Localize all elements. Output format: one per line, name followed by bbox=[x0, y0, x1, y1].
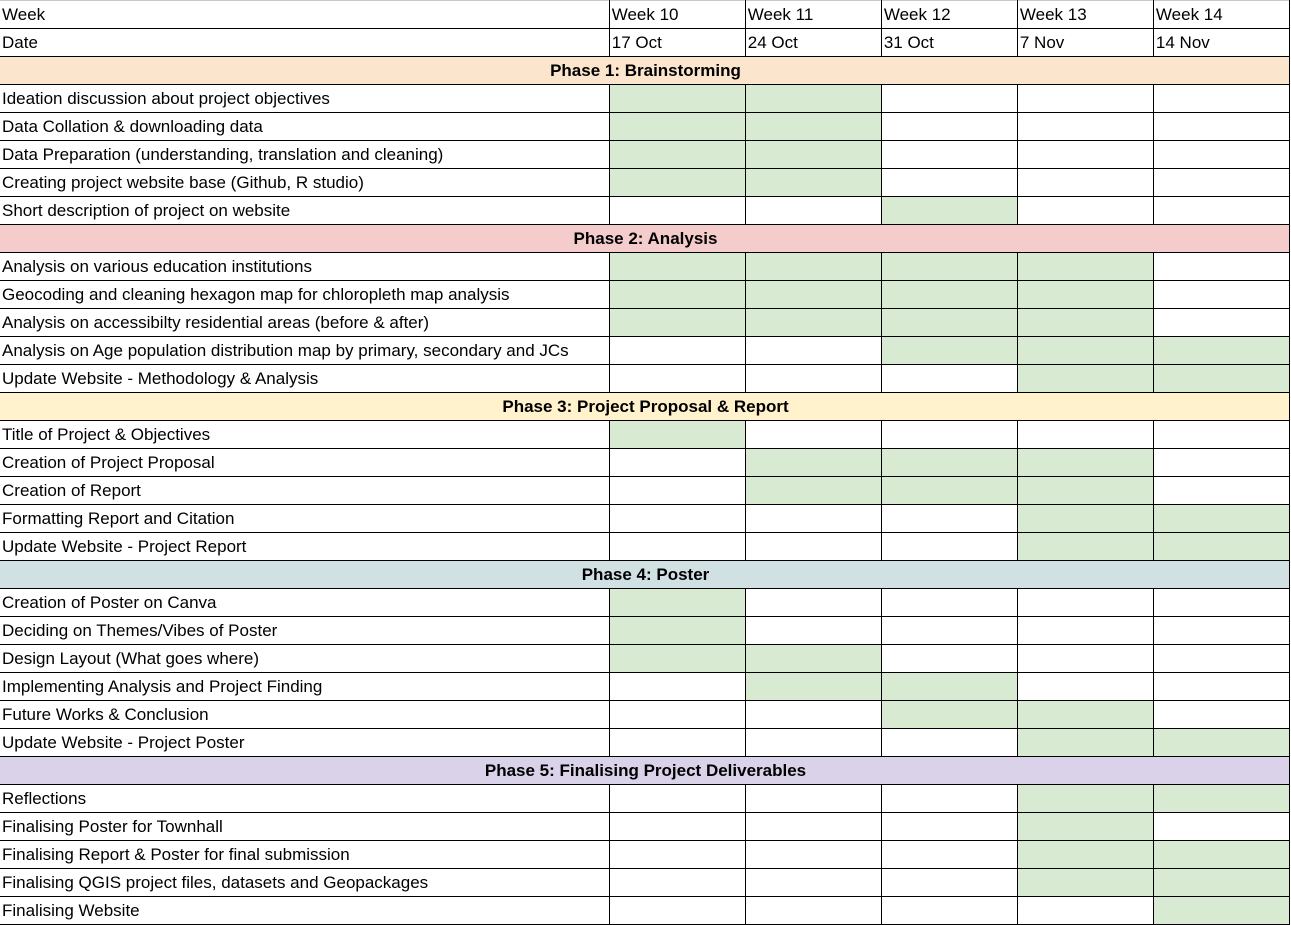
task-label[interactable]: Reflections bbox=[0, 785, 609, 813]
scheduled-week-cell[interactable] bbox=[1153, 365, 1289, 393]
scheduled-week-cell[interactable] bbox=[1017, 309, 1153, 337]
scheduled-week-cell[interactable] bbox=[745, 673, 881, 701]
task-label[interactable]: Analysis on accessibilty residential areas (before & after) bbox=[0, 309, 609, 337]
scheduled-week-cell[interactable] bbox=[881, 197, 1017, 225]
scheduled-week-cell[interactable] bbox=[1153, 897, 1289, 925]
unscheduled-week-cell[interactable] bbox=[1153, 813, 1289, 841]
phase-header[interactable]: Phase 2: Analysis bbox=[0, 225, 1290, 253]
scheduled-week-cell[interactable] bbox=[881, 337, 1017, 365]
scheduled-week-cell[interactable] bbox=[1017, 477, 1153, 505]
unscheduled-week-cell[interactable] bbox=[881, 813, 1017, 841]
unscheduled-week-cell[interactable] bbox=[881, 841, 1017, 869]
unscheduled-week-cell[interactable] bbox=[881, 421, 1017, 449]
scheduled-week-cell[interactable] bbox=[745, 281, 881, 309]
unscheduled-week-cell[interactable] bbox=[745, 197, 881, 225]
task-row bbox=[0, 253, 1290, 281]
unscheduled-week-cell[interactable] bbox=[609, 477, 745, 505]
task-row bbox=[0, 617, 1290, 645]
unscheduled-week-cell[interactable] bbox=[1153, 645, 1289, 673]
unscheduled-week-cell[interactable] bbox=[1153, 169, 1289, 197]
scheduled-week-cell[interactable] bbox=[881, 477, 1017, 505]
scheduled-week-cell[interactable] bbox=[609, 85, 745, 113]
week-header-cell[interactable]: Week 13 bbox=[1017, 1, 1153, 29]
unscheduled-week-cell[interactable] bbox=[609, 449, 745, 477]
week-header-cell[interactable]: Week 12 bbox=[881, 1, 1017, 29]
task-row bbox=[0, 421, 1290, 449]
unscheduled-week-cell[interactable] bbox=[609, 197, 745, 225]
unscheduled-week-cell[interactable] bbox=[745, 813, 881, 841]
unscheduled-week-cell[interactable] bbox=[745, 365, 881, 393]
scheduled-week-cell[interactable] bbox=[1017, 253, 1153, 281]
task-row bbox=[0, 589, 1290, 617]
unscheduled-week-cell[interactable] bbox=[1153, 141, 1289, 169]
unscheduled-week-cell[interactable] bbox=[1017, 421, 1153, 449]
schedule-body bbox=[0, 1, 1290, 925]
scheduled-week-cell[interactable] bbox=[1153, 533, 1289, 561]
task-row bbox=[0, 785, 1290, 813]
task-row bbox=[0, 337, 1290, 365]
task-row bbox=[0, 113, 1290, 141]
scheduled-week-cell[interactable] bbox=[745, 253, 881, 281]
unscheduled-week-cell[interactable] bbox=[745, 589, 881, 617]
phase-row bbox=[0, 757, 1290, 785]
scheduled-week-cell[interactable] bbox=[881, 281, 1017, 309]
scheduled-week-cell[interactable] bbox=[1017, 337, 1153, 365]
task-row bbox=[0, 897, 1290, 925]
unscheduled-week-cell[interactable] bbox=[609, 897, 745, 925]
unscheduled-week-cell[interactable] bbox=[881, 85, 1017, 113]
scheduled-week-cell[interactable] bbox=[609, 421, 745, 449]
unscheduled-week-cell[interactable] bbox=[881, 617, 1017, 645]
task-row bbox=[0, 701, 1290, 729]
date-header-cell[interactable]: 14 Nov bbox=[1153, 29, 1289, 57]
week-header-cell[interactable]: Week 10 bbox=[609, 1, 745, 29]
scheduled-week-cell[interactable] bbox=[1153, 785, 1289, 813]
unscheduled-week-cell[interactable] bbox=[881, 505, 1017, 533]
scheduled-week-cell[interactable] bbox=[1017, 281, 1153, 309]
task-row bbox=[0, 729, 1290, 757]
unscheduled-week-cell[interactable] bbox=[1017, 645, 1153, 673]
scheduled-week-cell[interactable] bbox=[881, 309, 1017, 337]
date-header-cell[interactable]: 7 Nov bbox=[1017, 29, 1153, 57]
unscheduled-week-cell[interactable] bbox=[1153, 701, 1289, 729]
week-header-cell[interactable]: Week 14 bbox=[1153, 1, 1289, 29]
scheduled-week-cell[interactable] bbox=[881, 701, 1017, 729]
scheduled-week-cell[interactable] bbox=[745, 645, 881, 673]
task-label[interactable]: Analysis on various education institutions bbox=[0, 253, 609, 281]
task-label[interactable]: Finalising Report & Poster for final submission bbox=[0, 841, 609, 869]
task-row bbox=[0, 449, 1290, 477]
unscheduled-week-cell[interactable] bbox=[1153, 617, 1289, 645]
task-label[interactable]: Data Preparation (understanding, translation and cleaning) bbox=[0, 141, 609, 169]
unscheduled-week-cell[interactable] bbox=[745, 505, 881, 533]
scheduled-week-cell[interactable] bbox=[609, 645, 745, 673]
unscheduled-week-cell[interactable] bbox=[1153, 113, 1289, 141]
unscheduled-week-cell[interactable] bbox=[745, 785, 881, 813]
phase-header[interactable]: Phase 4: Poster bbox=[0, 561, 1290, 589]
unscheduled-week-cell[interactable] bbox=[881, 897, 1017, 925]
unscheduled-week-cell[interactable] bbox=[1153, 673, 1289, 701]
phase-header[interactable]: Phase 5: Finalising Project Deliverables bbox=[0, 757, 1290, 785]
scheduled-week-cell[interactable] bbox=[1153, 729, 1289, 757]
unscheduled-week-cell[interactable] bbox=[745, 841, 881, 869]
scheduled-week-cell[interactable] bbox=[1153, 337, 1289, 365]
unscheduled-week-cell[interactable] bbox=[745, 421, 881, 449]
unscheduled-week-cell[interactable] bbox=[1153, 197, 1289, 225]
unscheduled-week-cell[interactable] bbox=[609, 505, 745, 533]
task-row bbox=[0, 673, 1290, 701]
task-label[interactable]: Ideation discussion about project objectives bbox=[0, 85, 609, 113]
scheduled-week-cell[interactable] bbox=[609, 589, 745, 617]
unscheduled-week-cell[interactable] bbox=[881, 169, 1017, 197]
unscheduled-week-cell[interactable] bbox=[1153, 309, 1289, 337]
unscheduled-week-cell[interactable] bbox=[1153, 421, 1289, 449]
task-row bbox=[0, 505, 1290, 533]
task-row bbox=[0, 141, 1290, 169]
scheduled-week-cell[interactable] bbox=[609, 617, 745, 645]
scheduled-week-cell[interactable] bbox=[609, 141, 745, 169]
unscheduled-week-cell[interactable] bbox=[881, 533, 1017, 561]
unscheduled-week-cell[interactable] bbox=[881, 141, 1017, 169]
unscheduled-week-cell[interactable] bbox=[745, 533, 881, 561]
unscheduled-week-cell[interactable] bbox=[1017, 197, 1153, 225]
task-row bbox=[0, 169, 1290, 197]
date-header-cell[interactable]: 31 Oct bbox=[881, 29, 1017, 57]
task-row bbox=[0, 645, 1290, 673]
phase-row bbox=[0, 57, 1290, 85]
unscheduled-week-cell[interactable] bbox=[1017, 673, 1153, 701]
unscheduled-week-cell[interactable] bbox=[1017, 113, 1153, 141]
task-label[interactable]: Creation of Report bbox=[0, 477, 609, 505]
scheduled-week-cell[interactable] bbox=[881, 253, 1017, 281]
task-label[interactable]: Design Layout (What goes where) bbox=[0, 645, 609, 673]
unscheduled-week-cell[interactable] bbox=[609, 673, 745, 701]
unscheduled-week-cell[interactable] bbox=[1153, 253, 1289, 281]
scheduled-week-cell[interactable] bbox=[609, 309, 745, 337]
task-label[interactable]: Creation of Poster on Canva bbox=[0, 589, 609, 617]
task-label[interactable]: Update Website - Methodology & Analysis bbox=[0, 365, 609, 393]
scheduled-week-cell[interactable] bbox=[1153, 505, 1289, 533]
unscheduled-week-cell[interactable] bbox=[609, 785, 745, 813]
scheduled-week-cell[interactable] bbox=[609, 281, 745, 309]
unscheduled-week-cell[interactable] bbox=[609, 869, 745, 897]
task-label[interactable]: Update Website - Project Poster bbox=[0, 729, 609, 757]
scheduled-week-cell[interactable] bbox=[609, 169, 745, 197]
task-label[interactable]: Finalising QGIS project files, datasets and Geopackages bbox=[0, 869, 609, 897]
scheduled-week-cell[interactable] bbox=[745, 141, 881, 169]
task-label[interactable]: Title of Project & Objectives bbox=[0, 421, 609, 449]
unscheduled-week-cell[interactable] bbox=[881, 113, 1017, 141]
unscheduled-week-cell[interactable] bbox=[609, 701, 745, 729]
scheduled-week-cell[interactable] bbox=[1017, 869, 1153, 897]
scheduled-week-cell[interactable] bbox=[1017, 785, 1153, 813]
unscheduled-week-cell[interactable] bbox=[745, 869, 881, 897]
phase-header[interactable]: Phase 1: Brainstorming bbox=[0, 57, 1290, 85]
unscheduled-week-cell[interactable] bbox=[1153, 589, 1289, 617]
task-label[interactable]: Geocoding and cleaning hexagon map for chloropleth map analysis bbox=[0, 281, 609, 309]
scheduled-week-cell[interactable] bbox=[609, 253, 745, 281]
task-label[interactable]: Finalising Poster for Townhall bbox=[0, 813, 609, 841]
date-row-label[interactable]: Date bbox=[0, 29, 609, 57]
scheduled-week-cell[interactable] bbox=[1017, 729, 1153, 757]
task-row bbox=[0, 813, 1290, 841]
unscheduled-week-cell[interactable] bbox=[881, 589, 1017, 617]
scheduled-week-cell[interactable] bbox=[1017, 505, 1153, 533]
unscheduled-week-cell[interactable] bbox=[745, 701, 881, 729]
unscheduled-week-cell[interactable] bbox=[881, 645, 1017, 673]
scheduled-week-cell[interactable] bbox=[1017, 701, 1153, 729]
unscheduled-week-cell[interactable] bbox=[1017, 617, 1153, 645]
unscheduled-week-cell[interactable] bbox=[881, 729, 1017, 757]
unscheduled-week-cell[interactable] bbox=[609, 533, 745, 561]
unscheduled-week-cell[interactable] bbox=[1017, 897, 1153, 925]
task-label[interactable]: Analysis on Age population distribution map by primary, secondary and JCs bbox=[0, 337, 609, 365]
scheduled-week-cell[interactable] bbox=[1153, 841, 1289, 869]
scheduled-week-cell[interactable] bbox=[1017, 533, 1153, 561]
scheduled-week-cell[interactable] bbox=[745, 169, 881, 197]
unscheduled-week-cell[interactable] bbox=[745, 337, 881, 365]
phase-row bbox=[0, 225, 1290, 253]
unscheduled-week-cell[interactable] bbox=[1153, 477, 1289, 505]
unscheduled-week-cell[interactable] bbox=[1017, 169, 1153, 197]
task-label[interactable]: Data Collation & downloading data bbox=[0, 113, 609, 141]
task-row bbox=[0, 281, 1290, 309]
scheduled-week-cell[interactable] bbox=[745, 449, 881, 477]
task-label[interactable]: Formatting Report and Citation bbox=[0, 505, 609, 533]
week-row-label[interactable]: Week bbox=[0, 1, 609, 29]
unscheduled-week-cell[interactable] bbox=[1017, 141, 1153, 169]
scheduled-week-cell[interactable] bbox=[745, 113, 881, 141]
task-row bbox=[0, 309, 1290, 337]
unscheduled-week-cell[interactable] bbox=[881, 365, 1017, 393]
task-label[interactable]: Creation of Project Proposal bbox=[0, 449, 609, 477]
scheduled-week-cell[interactable] bbox=[745, 85, 881, 113]
unscheduled-week-cell[interactable] bbox=[609, 337, 745, 365]
unscheduled-week-cell[interactable] bbox=[881, 785, 1017, 813]
week-header-row bbox=[0, 1, 1290, 29]
scheduled-week-cell[interactable] bbox=[1017, 365, 1153, 393]
date-header-cell[interactable]: 24 Oct bbox=[745, 29, 881, 57]
date-header-row bbox=[0, 29, 1290, 57]
task-label[interactable]: Short description of project on website bbox=[0, 197, 609, 225]
unscheduled-week-cell[interactable] bbox=[745, 729, 881, 757]
unscheduled-week-cell[interactable] bbox=[881, 869, 1017, 897]
task-row bbox=[0, 477, 1290, 505]
scheduled-week-cell[interactable] bbox=[1153, 869, 1289, 897]
task-row bbox=[0, 533, 1290, 561]
unscheduled-week-cell[interactable] bbox=[1153, 85, 1289, 113]
task-label[interactable]: Deciding on Themes/Vibes of Poster bbox=[0, 617, 609, 645]
unscheduled-week-cell[interactable] bbox=[609, 365, 745, 393]
unscheduled-week-cell[interactable] bbox=[1017, 589, 1153, 617]
task-label[interactable]: Creating project website base (Github, R studio) bbox=[0, 169, 609, 197]
unscheduled-week-cell[interactable] bbox=[609, 813, 745, 841]
task-row bbox=[0, 869, 1290, 897]
unscheduled-week-cell[interactable] bbox=[609, 841, 745, 869]
task-label[interactable]: Implementing Analysis and Project Finding bbox=[0, 673, 609, 701]
scheduled-week-cell[interactable] bbox=[1017, 449, 1153, 477]
unscheduled-week-cell[interactable] bbox=[609, 729, 745, 757]
phase-row bbox=[0, 393, 1290, 421]
unscheduled-week-cell[interactable] bbox=[745, 617, 881, 645]
task-row bbox=[0, 197, 1290, 225]
phase-row bbox=[0, 561, 1290, 589]
task-row bbox=[0, 85, 1290, 113]
week-header-cell[interactable]: Week 11 bbox=[745, 1, 881, 29]
scheduled-week-cell[interactable] bbox=[1017, 813, 1153, 841]
scheduled-week-cell[interactable] bbox=[881, 449, 1017, 477]
unscheduled-week-cell[interactable] bbox=[1017, 85, 1153, 113]
scheduled-week-cell[interactable] bbox=[745, 309, 881, 337]
phase-header[interactable]: Phase 3: Project Proposal & Report bbox=[0, 393, 1290, 421]
date-header-cell[interactable]: 17 Oct bbox=[609, 29, 745, 57]
task-label[interactable]: Update Website - Project Report bbox=[0, 533, 609, 561]
task-label[interactable]: Finalising Website bbox=[0, 897, 609, 925]
scheduled-week-cell[interactable] bbox=[609, 113, 745, 141]
scheduled-week-cell[interactable] bbox=[881, 673, 1017, 701]
unscheduled-week-cell[interactable] bbox=[1153, 449, 1289, 477]
task-row bbox=[0, 841, 1290, 869]
task-row bbox=[0, 365, 1290, 393]
unscheduled-week-cell[interactable] bbox=[1153, 281, 1289, 309]
scheduled-week-cell[interactable] bbox=[1017, 841, 1153, 869]
scheduled-week-cell[interactable] bbox=[745, 477, 881, 505]
unscheduled-week-cell[interactable] bbox=[745, 897, 881, 925]
task-label[interactable]: Future Works & Conclusion bbox=[0, 701, 609, 729]
